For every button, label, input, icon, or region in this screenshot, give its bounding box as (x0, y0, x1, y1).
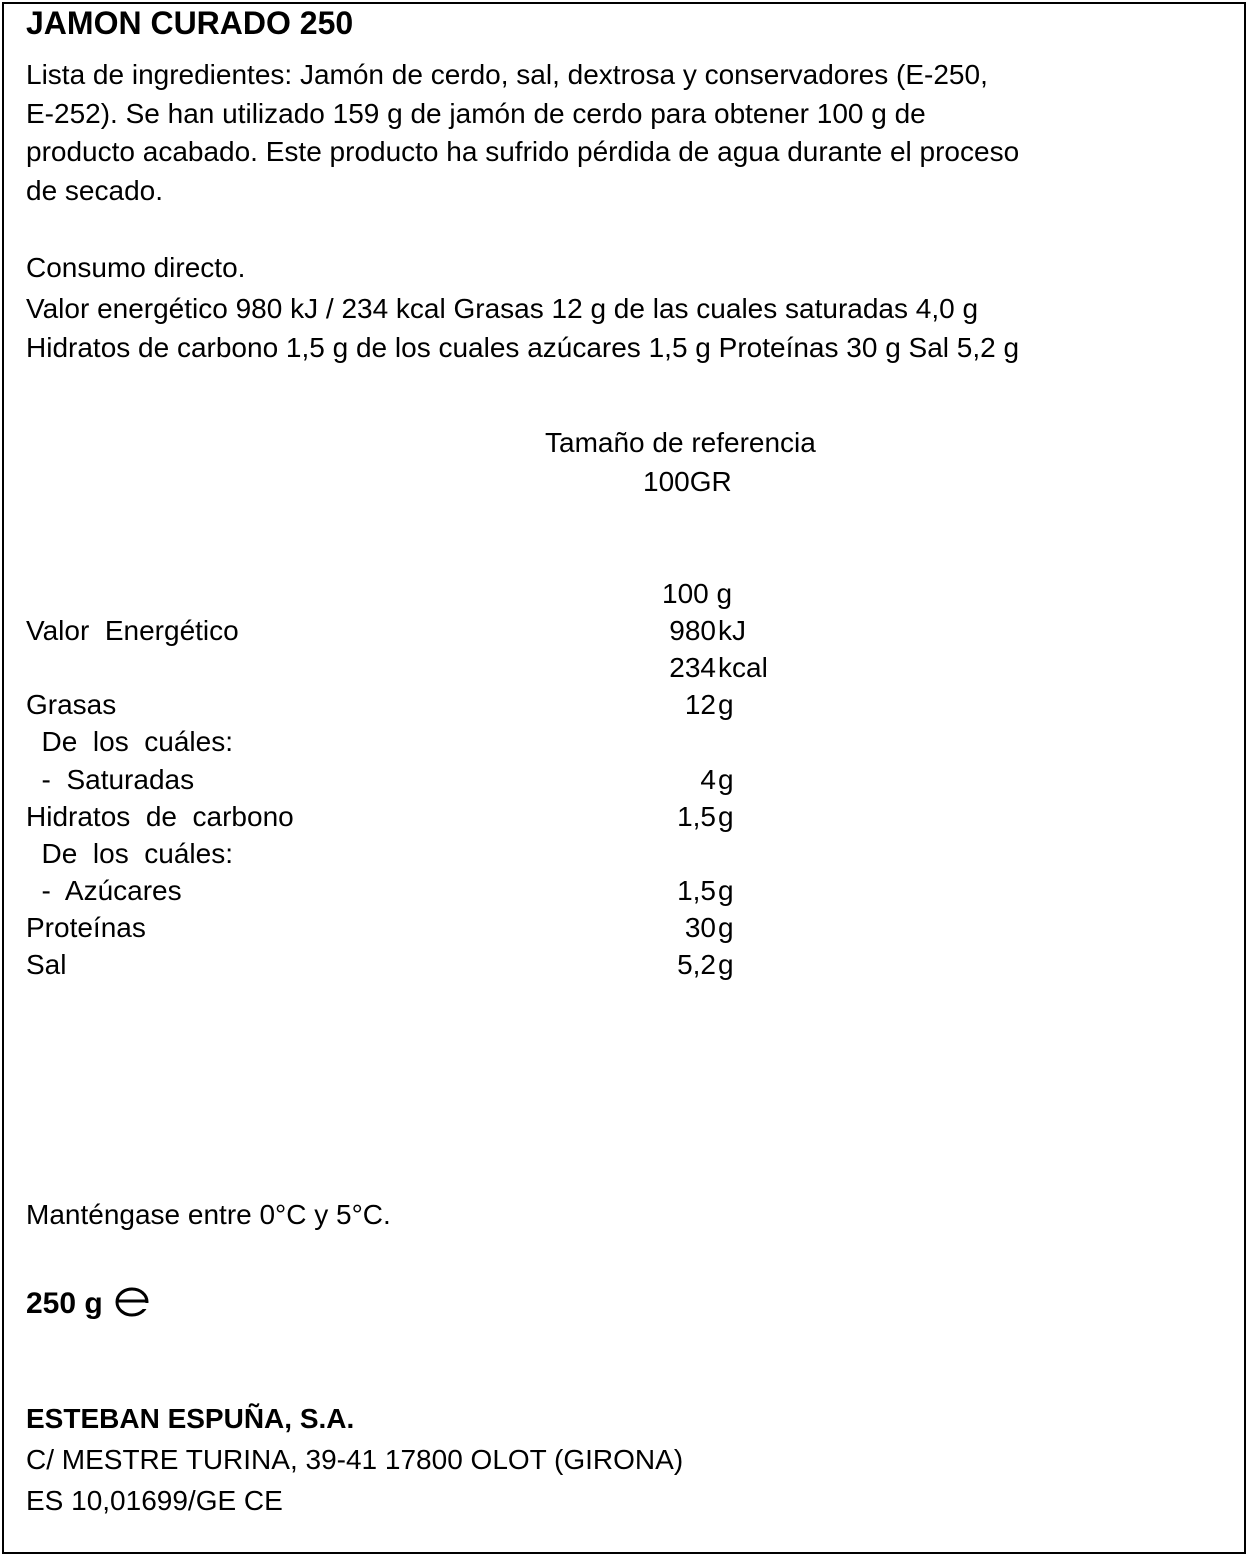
nutrition-summary-line: Hidratos de carbono 1,5 g de los cuales azúcares 1,5 g Proteínas 30 g Sal 5,2 g (26, 332, 1020, 363)
nutrition-row-label: Hidratos de carbono (26, 801, 294, 832)
nutrition-row-value: 234 (669, 652, 716, 683)
nutrition-row-unit: g (718, 689, 734, 720)
ingredients-line: de secado. (26, 174, 163, 206)
nutrition-row-label: Proteínas (26, 912, 146, 943)
nutrition-row-label: De los cuáles: (26, 838, 233, 869)
company-address: C/ MESTRE TURINA, 39-41 17800 OLOT (GIRONA) (26, 1444, 684, 1475)
nutrition-row-value: 30 (684, 912, 716, 943)
nutrition-row-value: 1,5 (677, 875, 716, 906)
nutrition-row-unit: g (718, 912, 734, 943)
nutrition-row-label: De los cuáles: (26, 726, 233, 757)
storage-instructions: Manténgase entre 0°C y 5°C. (26, 1199, 391, 1230)
nutrition-summary-line: Valor energético 980 kJ / 234 kcal Grasas 12 g de las cuales saturadas 4,0 g (26, 293, 979, 324)
e-mark-icon (113, 1284, 151, 1326)
nutrition-row-value: 980 (669, 615, 716, 646)
nutrition-row-value: 5,2 (677, 949, 716, 980)
nutrition-row-value: 12 (684, 689, 716, 720)
nutrition-row-unit: g (718, 875, 734, 906)
nutrition-row-label: Valor Energético (26, 615, 239, 646)
nutrition-row-label: Sal (26, 949, 67, 980)
nutrition-column-header: 100 g (662, 578, 733, 609)
nutrition-row-unit: g (718, 801, 734, 832)
company-name: ESTEBAN ESPUÑA, S.A. (26, 1403, 355, 1434)
nutrition-row-label: - Saturadas (26, 764, 195, 795)
net-weight (26, 1284, 151, 1326)
nutrition-row-value: 1,5 (677, 801, 716, 832)
nutrition-row-unit: g (718, 949, 734, 980)
net-weight-value: 250 g (26, 1286, 103, 1320)
product-title: JAMON CURADO 250 (26, 5, 354, 41)
reference-size-title: Tamaño de referencia (545, 427, 816, 458)
company-registry: ES 10,01699/GE CE (26, 1485, 283, 1516)
nutrition-row-unit: g (718, 764, 734, 795)
nutrition-row-value: 4 (700, 764, 716, 795)
nutrition-row-label: Grasas (26, 689, 117, 720)
ingredients-line: producto acabado. Este producto ha sufrido pérdida de agua durante el proceso (26, 136, 1020, 167)
reference-size-value: 100GR (643, 466, 732, 497)
nutrition-row-unit: kJ (718, 615, 746, 646)
consumption-note: Consumo directo. (26, 252, 246, 283)
ingredients-line: Lista de ingredientes: Jamón de cerdo, sal, dextrosa y conservadores (E-250, (26, 59, 988, 90)
nutrition-row-unit: kcal (718, 652, 768, 683)
ingredients-list (26, 56, 1206, 210)
ingredients-line: E-252). Se han utilizado 159 g de jamón de cerdo para obtener 100 g de (26, 97, 926, 129)
nutrition-row-label: - Azúcares (26, 875, 182, 906)
